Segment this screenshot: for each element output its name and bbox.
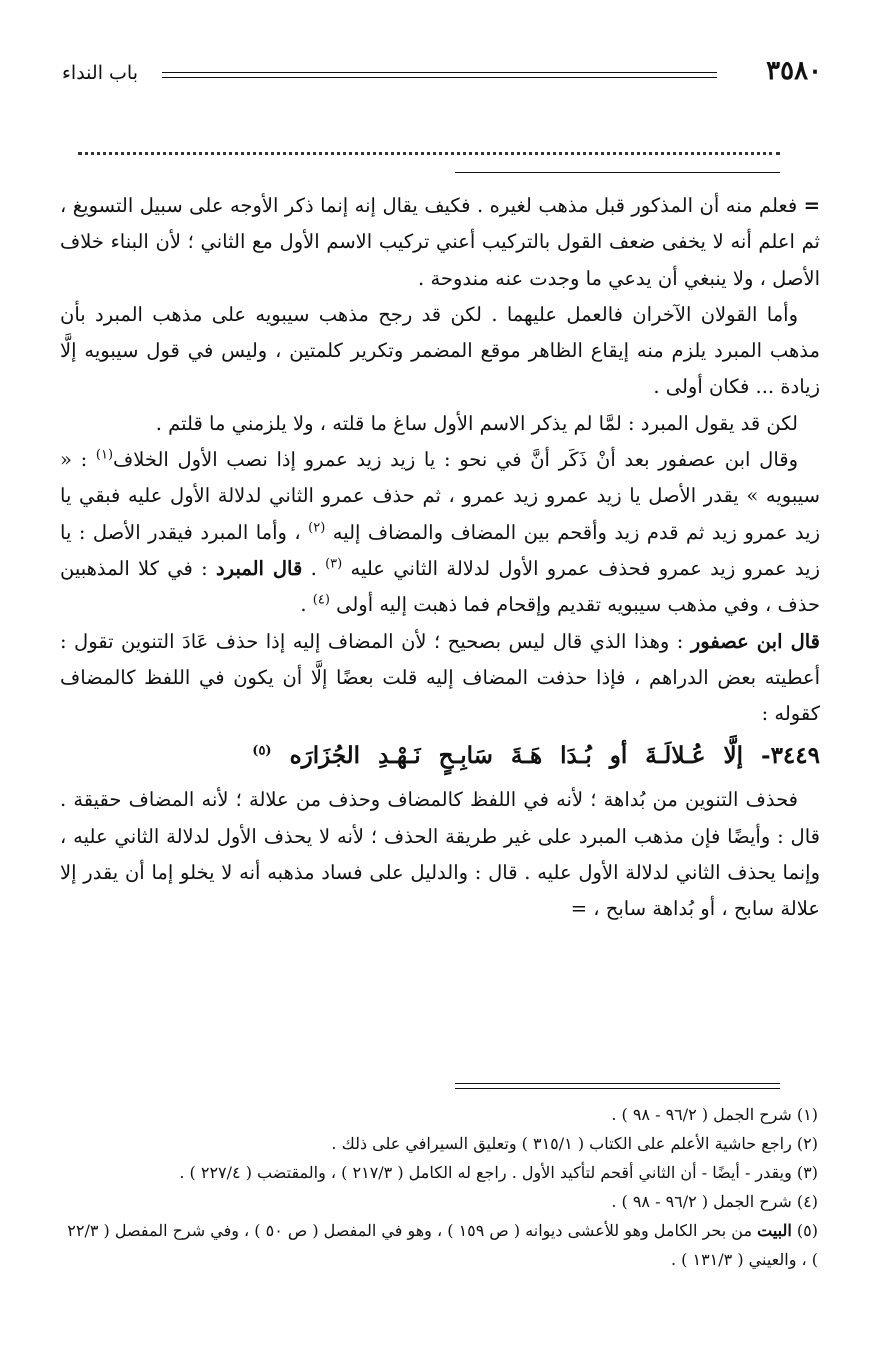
paragraph	[60, 406, 820, 442]
paragraph-text: : في كلا المذهبين حذف ، وفي مذهب سيبويه تقديم وإقحام فما ذهبت إليه أولى	[60, 556, 820, 617]
paragraph-text: فحذف التنوين من بُداهة ؛ لأنه في اللفظ كالمضاف وحذف من علالة ؛ لأنه المضاف حقيقة . قال : وأيضًا فإن مذهب المبرد على غير طريقة الحذف ؛ لأنه لا يحذف الأول لدلالة الثاني عليه ، وإنما يحذف الثاني لدلالة الأول عليه . قال : والدليل على فساد مذهبه أنه لا يخلو إما أن يقدر إلا علالة سابح ، أو بُداهة سابح ، =	[60, 788, 820, 921]
verse-text: إلَّا عُـلالَـةَ أو بُـدَا هَـةَ سَابِـحٍ نَـهْـدِ الجُزَارَه	[289, 742, 744, 770]
footnote-separator	[455, 1088, 780, 1089]
paragraph-text: وأما القولان الآخران فالعمل عليهما . لكن قد رجح مذهب سيبويه على مذهب المبرد بأن مذهب المبرد يلزم منه إيقاع الظاهر موقع المضمر وتكرير كلمتين ، وليس في قول سيبويه إلَّا زيادة ... فكان أولى .	[60, 302, 820, 399]
dotted-separator	[78, 140, 780, 155]
footnote-ref[interactable]: (٣)	[325, 556, 343, 572]
main-text	[60, 188, 820, 928]
footnote-number: (٥)	[796, 1221, 818, 1240]
paragraph-text: .	[310, 556, 317, 580]
continuation-mark: =	[803, 194, 820, 217]
paragraph	[60, 782, 820, 927]
footnotes	[62, 1100, 818, 1274]
paragraph-text: .	[300, 593, 307, 617]
footnote-ref[interactable]: (١)	[95, 447, 114, 463]
verse-number: ٣٤٤٩-	[761, 742, 820, 770]
header-rule	[162, 72, 717, 73]
paragraph-text: : « سيبويه » يقدر الأصل يا زيد عمرو زيد عمرو ، ثم حذف عمرو الثاني لدلالة الأول عليه فبقي يا زيد عمرو زيد ثم قدم زيد وأقحم بين المضاف والمضاف إليه	[60, 448, 820, 544]
paragraph-text: وقال ابن عصفور بعد أنْ ذَكَر أنَّ في نحو : يا زيد زيد عمرو إذا نصب الأول الخلاف	[113, 448, 799, 472]
paragraph-text: فعلم منه أن المذكور قبل مذهب لغيره . فكيف يقال إنه إنما ذكر الأوجه على سبيل التسويغ ، ثم اعلم أنه لا يخفى ضعف القول بالتركيب أعني تركيب الاسم الأول مع الثاني ؛ لأن البناء خلاف الأصل ، ولا ينبغي أن يدعي ما وجدت عنه مندوحة .	[60, 194, 820, 290]
page-number: ٣٥٨٠	[766, 56, 822, 86]
continuation-rule	[455, 172, 780, 173]
speaker-label: قال المبرد	[216, 556, 303, 580]
page-header	[62, 58, 822, 92]
footnote-ref[interactable]: (٤)	[312, 592, 330, 608]
footnote-text: من بحر الكامل وهو للأعشى ديوانه ( ص ١٥٩ ) ، وهو في المفصل ( ص ٥٠ ) ، وفي شرح المفصل ( ٢٢/٣ ) ، والعيني ( ١٣١/٣ ) .	[67, 1221, 818, 1269]
verse-line	[60, 734, 820, 778]
section-title: باب النداء	[62, 62, 138, 84]
paragraph	[60, 624, 820, 733]
footnote: (٤) شرح الجمل ( ٩٦/٢ - ٩٨ ) .	[611, 1192, 818, 1211]
footnote-separator	[455, 1083, 780, 1084]
footnote-ref[interactable]: (٥)	[252, 743, 272, 759]
footnote-keyword: البيت	[757, 1221, 792, 1240]
footnote-ref[interactable]: (٢)	[308, 520, 326, 536]
paragraph-text: : وهذا الذي قال ليس بصحيح ؛ لأن المضاف إليه إذا حذف عَادَ التنوين تقول : أعطيته بعض الدراهم ، فإذا حذفت المضاف إليه قلت بعضًا إلَّا أن يكون في اللفظ كالمضاف كقوله :	[60, 629, 820, 726]
footnote: (٢) راجع حاشية الأعلم على الكتاب ( ٣١٥/١ ) وتعليق السيرافي على ذلك .	[331, 1134, 818, 1153]
paragraph-text: لكن قد يقول المبرد : لمَّا لم يذكر الاسم الأول ساغ ما قلته ، ولا يلزمني ما قلتم .	[155, 411, 798, 435]
speaker-label: قال ابن عصفور	[690, 629, 820, 653]
footnote: (١) شرح الجمل ( ٩٦/٢ - ٩٨ ) .	[611, 1105, 818, 1124]
footnote: (٣) ويقدر - أيضًا - أن الثاني أقحم لتأكيد الأول . راجع له الكامل ( ٢١٧/٣ ) ، والمقتضب ( ٢٢٧/٤ ) .	[179, 1163, 818, 1182]
header-rule	[162, 77, 717, 78]
footnote	[62, 1216, 818, 1274]
paragraph	[60, 297, 820, 406]
paragraph	[60, 188, 820, 297]
paragraph	[60, 442, 820, 623]
paragraph-text: ، وأما المبرد فيقدر الأصل : يا زيد عمرو زيد عمرو فحذف عمرو الأول لدلالة الثاني عليه	[60, 520, 821, 580]
